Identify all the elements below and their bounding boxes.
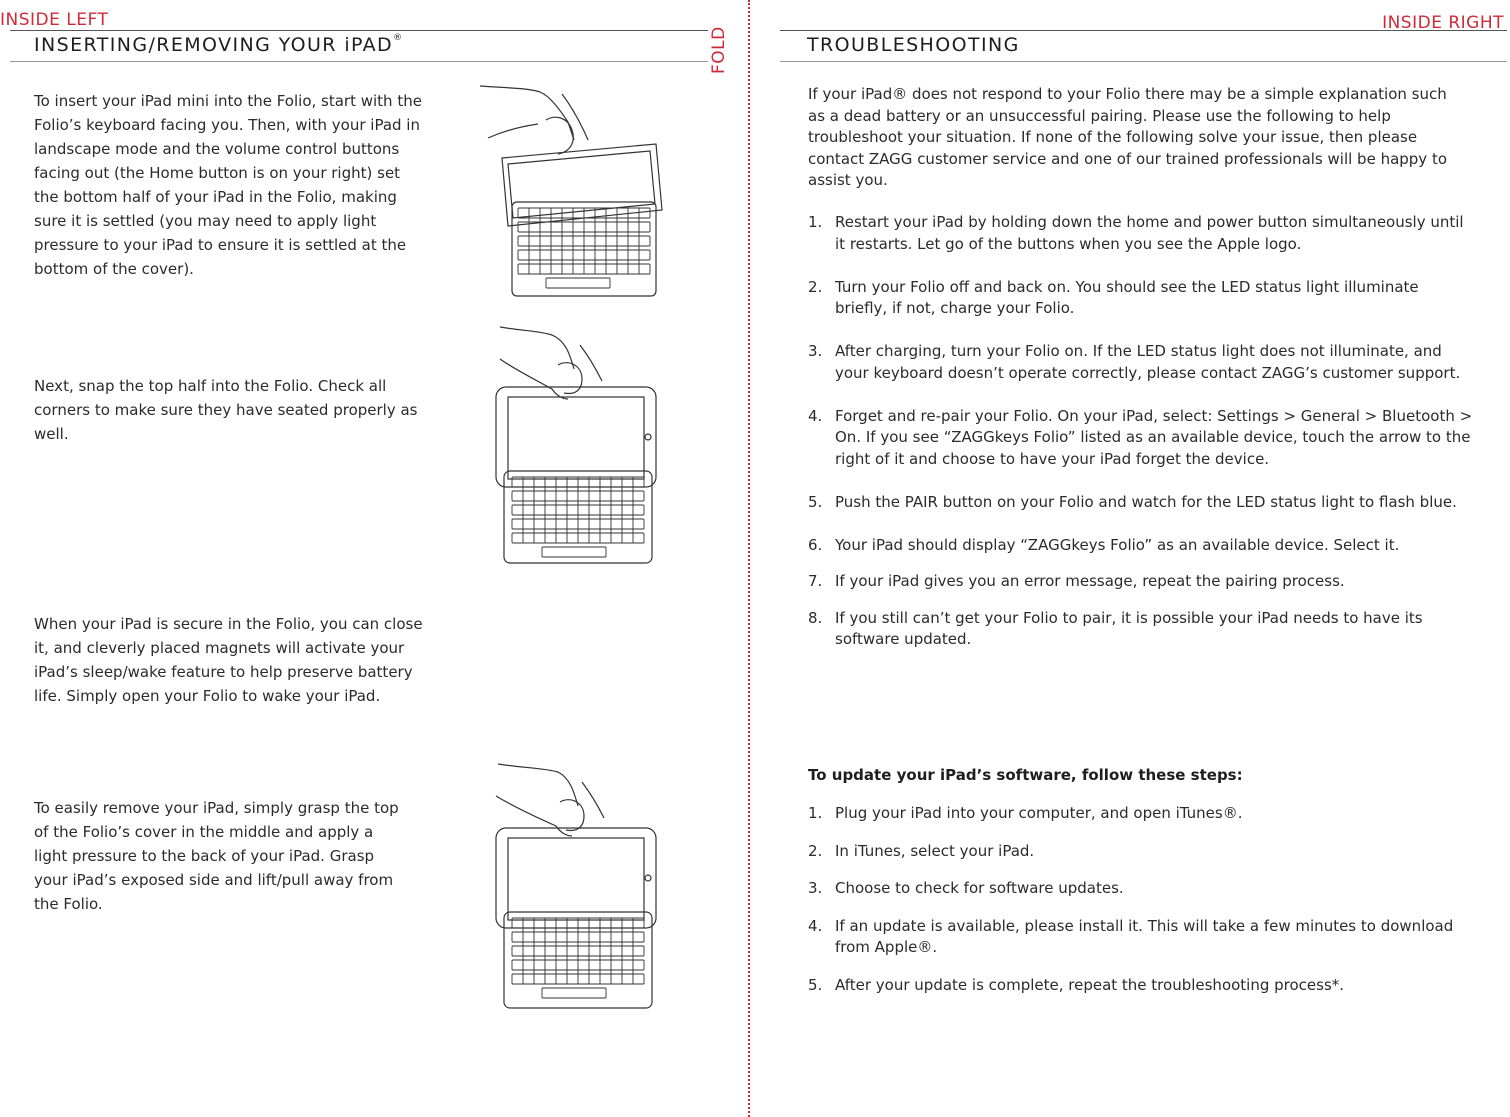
inside-left-marker: INSIDE LEFT	[0, 10, 109, 30]
list-item	[808, 341, 1473, 384]
step-number: 1.	[808, 213, 823, 231]
troubleshooting-steps	[808, 212, 1473, 672]
list-item	[808, 803, 1473, 825]
step-number: 2.	[808, 841, 823, 860]
step-text: Push the PAIR button on your Folio and watch for the LED status light to flash blue.	[835, 492, 1457, 511]
step-number: 5.	[808, 492, 823, 511]
step-number: 3.	[808, 342, 823, 360]
right-top-rule	[780, 30, 1507, 31]
snap-instructions: Next, snap the top half into the Folio. Check all corners to make sure they have seated properly as well.	[34, 377, 418, 443]
step-text: Plug your iPad into your computer, and open iTunes®.	[835, 804, 1243, 822]
step-text: Your iPad should display “ZAGGkeys Folio” as an available device. Select it.	[835, 535, 1400, 554]
remove-ipad-illustration	[494, 760, 664, 1015]
list-item	[808, 277, 1473, 320]
update-steps	[808, 803, 1473, 1018]
list-item	[808, 492, 1473, 514]
list-item	[808, 841, 1473, 863]
step-number: 6.	[808, 535, 823, 554]
step-text: After your update is complete, repeat the troubleshooting process*.	[835, 975, 1345, 994]
list-item	[808, 571, 1473, 593]
list-item	[808, 878, 1473, 900]
insert-ipad-illustration	[478, 80, 668, 300]
step-text: Forget and re-pair your Folio. On your iPad, select: Settings > General > Bluetooth > On. If you see “ZAGGkeys Folio” listed as an available device, touch the arrow to the right of it and choose to have your iPad forget the device.	[835, 406, 1473, 468]
list-item	[808, 608, 1473, 651]
step-text: If your iPad gives you an error message, repeat the pairing process.	[835, 572, 1345, 590]
step-number: 4.	[808, 916, 823, 935]
step-number: 7.	[808, 572, 823, 590]
inside-right-marker: INSIDE RIGHT	[1382, 13, 1504, 33]
insert-instructions: To insert your iPad mini into the Folio, start with the Folio’s keyboard facing you. Then, with your iPad in landscape mode and the volume control buttons facing out (the Home button is on your right) set the bottom half of your iPad in the Folio, making sure it is settled (you may need to apply light pressure to your iPad to ensure it is settled at the bottom of the cover).	[34, 92, 422, 278]
list-item	[808, 535, 1473, 557]
left-top-rule	[10, 30, 708, 31]
step-number: 1.	[808, 804, 823, 822]
step-number: 5.	[808, 975, 823, 994]
right-page-heading: TROUBLESHOOTING	[807, 34, 1020, 56]
magnet-instructions: When your iPad is secure in the Folio, you can close it, and cleverly placed magnets will activate your iPad’s sleep/wake feature to help preserve battery life. Simply open your Folio to wake your iPad.	[34, 615, 423, 705]
fold-line	[748, 0, 750, 1117]
snap-top-illustration	[494, 325, 664, 565]
step-number: 3.	[808, 879, 823, 897]
step-number: 8.	[808, 608, 823, 627]
registered-mark: ®	[393, 33, 403, 43]
left-page-heading	[34, 33, 403, 56]
step-text: After charging, turn your Folio on. If the LED status light does not illuminate, and your keyboard doesn’t operate correctly, please contact ZAGG’s customer support.	[835, 342, 1461, 382]
step-text: If you still can’t get your Folio to pair, it is possible your iPad needs to have its software updated.	[835, 608, 1423, 648]
fold-marker: FOLD	[709, 26, 729, 74]
step-number: 2.	[808, 277, 823, 296]
left-heading-text: INSERTING/REMOVING YOUR iPAD	[34, 34, 394, 56]
list-item	[808, 975, 1473, 997]
update-steps-heading: To update your iPad’s software, follow these steps:	[808, 766, 1243, 784]
step-text: In iTunes, select your iPad.	[835, 841, 1035, 860]
step-number: 4.	[808, 406, 823, 425]
step-text: If an update is available, please install it. This will take a few minutes to download from Apple®.	[835, 916, 1454, 956]
right-heading-rule	[780, 61, 1507, 62]
list-item	[808, 916, 1473, 959]
step-text: Choose to check for software updates.	[835, 879, 1124, 897]
step-text: Restart your iPad by holding down the home and power button simultaneously until it restarts. Let go of the buttons when you see the Apple logo.	[835, 213, 1464, 253]
remove-instructions: To easily remove your iPad, simply grasp the top of the Folio’s cover in the middle and apply a light pressure to the back of your iPad. Grasp your iPad’s exposed side and lift/pull away from the Folio.	[34, 799, 399, 913]
troubleshooting-intro: If your iPad® does not respond to your Folio there may be a simple explanation such as a dead battery or an unsuccessful pairing. Please use the following to help troubleshoot your situation. If none of the following solve your issue, then please contact ZAGG customer service and one of our trained professionals will be happy to assist you.	[808, 85, 1448, 189]
step-text: Turn your Folio off and back on. You should see the LED status light illuminate briefly, if not, charge your Folio.	[835, 277, 1419, 317]
list-item	[808, 406, 1473, 471]
left-heading-rule	[10, 61, 708, 62]
list-item	[808, 212, 1473, 255]
